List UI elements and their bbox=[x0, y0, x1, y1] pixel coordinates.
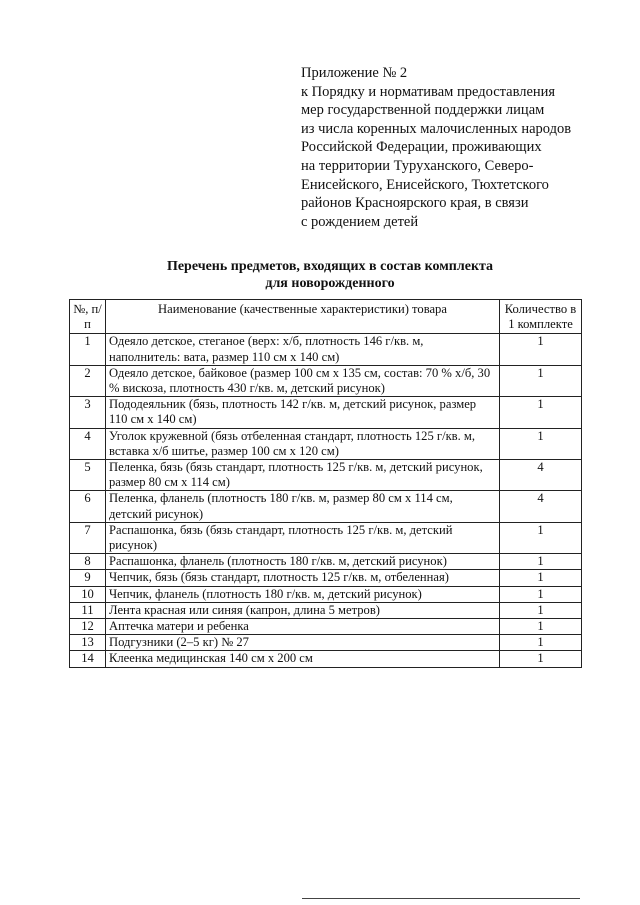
table-row bbox=[70, 586, 582, 602]
row-number: 11 bbox=[70, 602, 106, 618]
row-item-name: Чепчик, фланель (плотность 180 г/кв. м, детский рисунок) bbox=[106, 586, 500, 602]
row-quantity: 1 bbox=[500, 554, 582, 570]
row-item-name: Клеенка медицинская 140 см х 200 см bbox=[106, 651, 500, 667]
table-row bbox=[70, 334, 582, 365]
appendix-line: с рождением детей bbox=[301, 213, 419, 230]
appendix-line: на территории Туруханского, Северо- bbox=[301, 157, 534, 174]
appendix-line: Приложение № 2 bbox=[301, 65, 408, 81]
row-number: 10 bbox=[70, 586, 106, 602]
row-number: 9 bbox=[70, 570, 106, 586]
footer-divider bbox=[302, 898, 580, 899]
row-quantity: 4 bbox=[500, 491, 582, 522]
table-row bbox=[70, 635, 582, 651]
row-number: 3 bbox=[70, 397, 106, 428]
table-row bbox=[70, 651, 582, 667]
row-number: 13 bbox=[70, 635, 106, 651]
row-quantity: 1 bbox=[500, 334, 582, 365]
row-number: 12 bbox=[70, 619, 106, 635]
row-quantity: 1 bbox=[500, 570, 582, 586]
row-quantity: 1 bbox=[500, 428, 582, 459]
row-number: 14 bbox=[70, 651, 106, 667]
row-number: 4 bbox=[70, 428, 106, 459]
row-item-name: Уголок кружевной (бязь отбеленная стандарт, плотность 125 г/кв. м, вставка х/б шитье, размер 100 см х 120 см) bbox=[106, 428, 500, 459]
document-title bbox=[60, 259, 600, 292]
table-row bbox=[70, 460, 582, 491]
table-row bbox=[70, 619, 582, 635]
row-quantity: 1 bbox=[500, 522, 582, 553]
header-item-name: Наименование (качественные характеристики) товара bbox=[106, 300, 500, 334]
appendix-line: Российской Федерации, проживающих bbox=[301, 139, 542, 156]
row-item-name: Лента красная или синяя (капрон, длина 5 метров) bbox=[106, 602, 500, 618]
row-item-name: Пеленка, бязь (бязь стандарт, плотность 125 г/кв. м, детский рисунок, размер 80 см х 114 см) bbox=[106, 460, 500, 491]
row-number: 8 bbox=[70, 554, 106, 570]
appendix-line: Енисейского, Енисейского, Тюхтетского bbox=[301, 176, 549, 193]
row-number: 5 bbox=[70, 460, 106, 491]
row-item-name: Чепчик, бязь (бязь стандарт, плотность 125 г/кв. м, отбеленная) bbox=[106, 570, 500, 586]
row-item-name: Распашонка, фланель (плотность 180 г/кв. м, детский рисунок) bbox=[106, 554, 500, 570]
row-item-name: Одеяло детское, стеганое (верх: х/б, плотность 146 г/кв. м, наполнитель: вата, размер 110 см х 140 см) bbox=[106, 334, 500, 365]
appendix-note bbox=[301, 64, 621, 231]
document-title-line-2: для новорожденного bbox=[265, 275, 395, 291]
table-row bbox=[70, 428, 582, 459]
row-quantity: 1 bbox=[500, 397, 582, 428]
row-item-name: Одеяло детское, байковое (размер 100 см х 135 см, состав: 70 % х/б, 30 % вискоза, плотность 430 г/кв. м, детский рисунок) bbox=[106, 365, 500, 396]
row-item-name: Аптечка матери и ребенка bbox=[106, 619, 500, 635]
header-quantity: Количество в 1 комплекте bbox=[500, 300, 582, 334]
document-title-line-1: Перечень предметов, входящих в состав комплекта bbox=[166, 259, 494, 274]
table-header-row bbox=[70, 300, 582, 334]
table-row bbox=[70, 522, 582, 553]
table-row bbox=[70, 365, 582, 396]
table-row bbox=[70, 554, 582, 570]
row-number: 6 bbox=[70, 491, 106, 522]
row-number: 7 bbox=[70, 522, 106, 553]
row-item-name: Пеленка, фланель (плотность 180 г/кв. м, размер 80 см х 114 см, детский рисунок) bbox=[106, 491, 500, 522]
row-quantity: 1 bbox=[500, 365, 582, 396]
row-number: 2 bbox=[70, 365, 106, 396]
row-quantity: 4 bbox=[500, 460, 582, 491]
table-row bbox=[70, 491, 582, 522]
table-row bbox=[70, 397, 582, 428]
table-row bbox=[70, 602, 582, 618]
row-quantity: 1 bbox=[500, 635, 582, 651]
header-number: №, п/п bbox=[70, 300, 106, 334]
row-item-name: Пододеяльник (бязь, плотность 142 г/кв. м, детский рисунок, размер 110 см х 140 см) bbox=[106, 397, 500, 428]
row-item-name: Распашонка, бязь (бязь стандарт, плотность 125 г/кв. м, детский рисунок) bbox=[106, 522, 500, 553]
row-quantity: 1 bbox=[500, 586, 582, 602]
table-row bbox=[70, 570, 582, 586]
appendix-line: мер государственной поддержки лицам bbox=[301, 102, 545, 119]
appendix-line: районов Красноярского края, в связи bbox=[301, 195, 529, 212]
row-quantity: 1 bbox=[500, 602, 582, 618]
appendix-line: к Порядку и нормативам предоставления bbox=[301, 83, 556, 100]
appendix-line: из числа коренных малочисленных народов bbox=[301, 120, 572, 137]
row-number: 1 bbox=[70, 334, 106, 365]
row-item-name: Подгузники (2–5 кг) № 27 bbox=[106, 635, 500, 651]
items-table bbox=[69, 299, 582, 668]
row-quantity: 1 bbox=[500, 651, 582, 667]
row-quantity: 1 bbox=[500, 619, 582, 635]
